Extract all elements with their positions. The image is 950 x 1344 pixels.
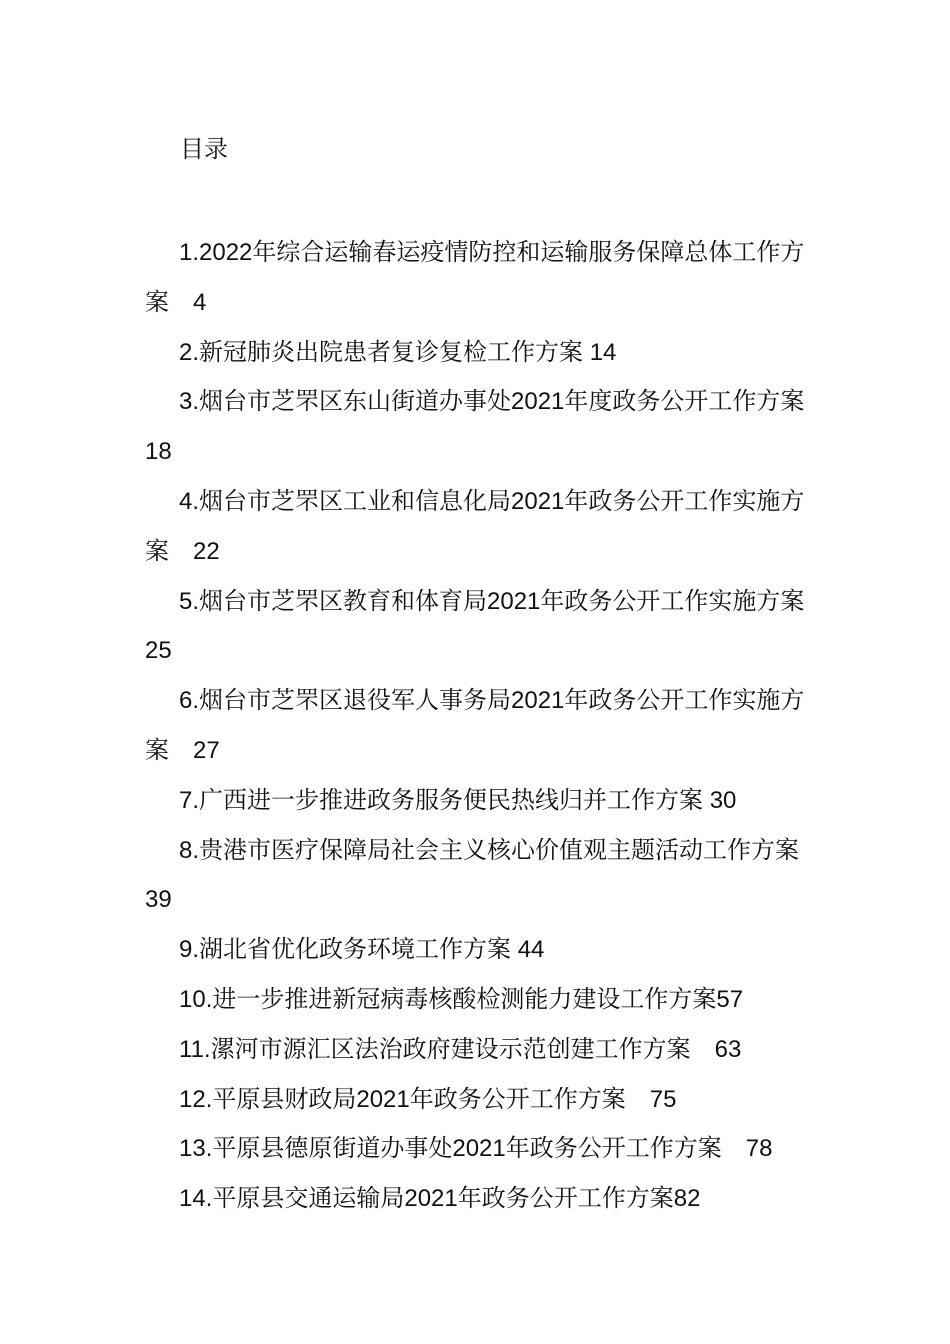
toc-entry xyxy=(145,925,810,975)
toc-entry-separator xyxy=(169,538,193,565)
toc-entry-page: 75 xyxy=(649,1085,677,1113)
toc-entry-text: 9.湖北省优化政务环境工作方案 xyxy=(179,936,512,964)
toc-entry xyxy=(145,1075,810,1125)
toc-entry-page: 22 xyxy=(193,537,220,565)
toc-entry-text: 14.平原县交通运输局2021年政务公开工作方案 xyxy=(179,1185,674,1213)
toc-entry-text: 11.漯河市源汇区法治政府建设示范创建工作方案 xyxy=(179,1035,691,1063)
toc-entry-text: 3.烟台市芝罘区东山街道办事处2021年度政务公开工作方案 xyxy=(179,388,805,416)
toc-entry xyxy=(145,477,810,577)
toc-entry-text: 1.2022年综合运输春运疫情防控和运输服务保障总体工作方案 xyxy=(145,239,805,316)
toc-entry-page: 78 xyxy=(745,1135,773,1163)
toc-entry-page: 63 xyxy=(714,1035,742,1063)
toc-entry-page: 44 xyxy=(517,936,545,964)
toc-entry xyxy=(145,1025,810,1075)
toc-entry-separator xyxy=(169,289,193,316)
toc-entry-page: 39 xyxy=(145,886,172,914)
toc-entry-separator xyxy=(169,737,193,764)
toc-entry-text: 8.贵港市医疗保障局社会主义核心价值观主题活动工作方案 xyxy=(179,836,800,864)
toc-entry-text: 2.新冠肺炎出院患者复诊复检工作方案 xyxy=(179,338,584,366)
toc-entry xyxy=(145,676,810,776)
toc-entry xyxy=(145,975,810,1025)
toc-entry xyxy=(145,328,810,378)
toc-entry-page: 27 xyxy=(193,736,220,764)
toc-entry-page: 30 xyxy=(709,786,737,814)
toc-entry xyxy=(145,377,810,477)
toc-entry xyxy=(145,1174,810,1224)
toc-entry-separator xyxy=(703,787,710,814)
toc-entry xyxy=(145,1124,810,1174)
toc-entry-separator xyxy=(722,1135,746,1162)
toc-entry-text: 13.平原县德原街道办事处2021年政务公开工作方案 xyxy=(179,1135,722,1163)
toc-entry-separator xyxy=(691,1036,715,1063)
toc-entry-page: 14 xyxy=(589,338,617,366)
toc-entry-page: 25 xyxy=(145,637,172,665)
toc-list xyxy=(145,228,810,1224)
toc-entry xyxy=(145,228,810,328)
toc-entry xyxy=(145,826,810,926)
toc-entry-page: 82 xyxy=(673,1185,701,1213)
toc-entry-text: 10.进一步推进新冠病毒核酸检测能力建设工作方案 xyxy=(179,985,717,1013)
toc-entry xyxy=(145,776,810,826)
toc-entry-separator xyxy=(626,1086,650,1113)
toc-entry-page: 18 xyxy=(145,438,172,466)
toc-entry-text: 12.平原县财政局2021年政务公开工作方案 xyxy=(179,1085,626,1113)
toc-entry-text: 7.广西进一步推进政务服务便民热线归并工作方案 xyxy=(179,786,704,814)
toc-entry-text: 4.烟台市芝罘区工业和信息化局2021年政务公开工作实施方案 xyxy=(145,487,805,565)
toc-entry-separator xyxy=(511,936,518,963)
toc-entry-text: 6.烟台市芝罘区退役军人事务局2021年政务公开工作实施方案 xyxy=(145,687,805,764)
toc-title: 目录 xyxy=(180,136,228,163)
toc-entry xyxy=(145,577,810,677)
toc-entry-page: 57 xyxy=(716,985,744,1013)
toc-entry-text: 5.烟台市芝罘区教育和体育局2021年政务公开工作实施方案 xyxy=(179,587,805,615)
toc-entry-page: 4 xyxy=(193,288,207,316)
toc-entry-separator xyxy=(583,339,590,366)
